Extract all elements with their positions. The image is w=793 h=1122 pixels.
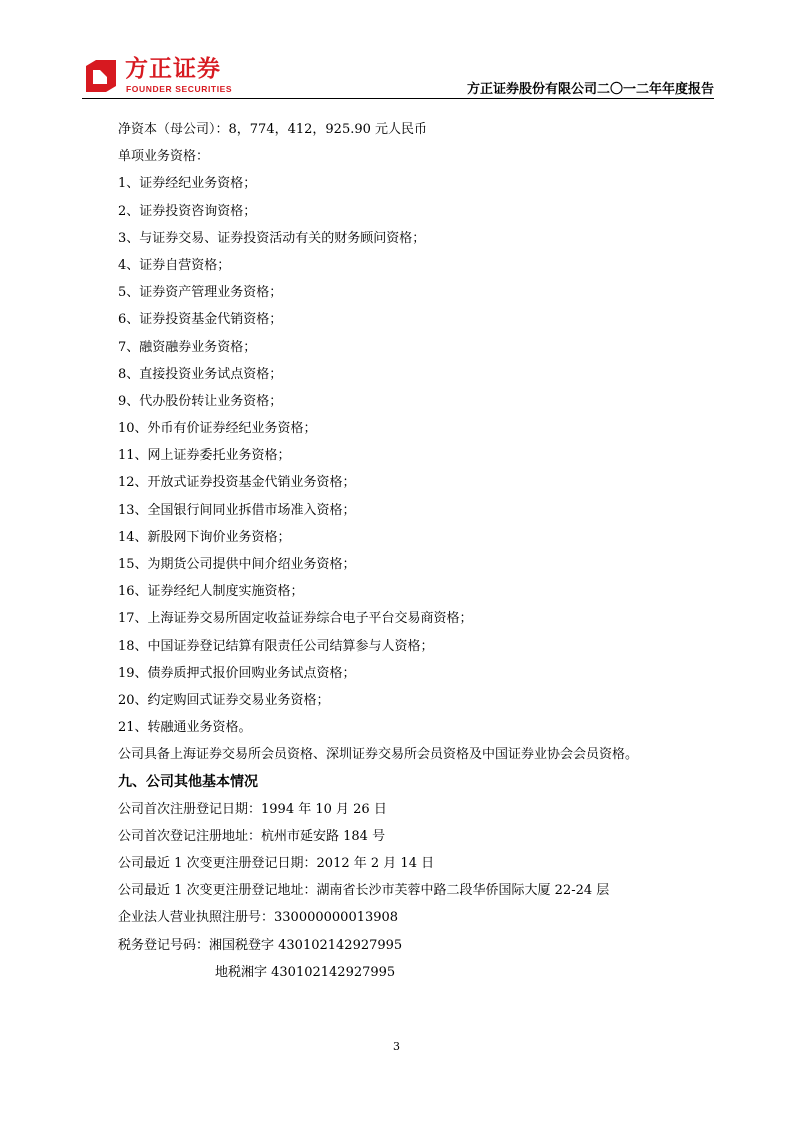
page-header — [82, 52, 714, 100]
list-item: 7、融资融券业务资格； — [118, 339, 257, 355]
founder-logo-mark-icon — [82, 58, 118, 94]
info-line: 公司首次登记注册地址：杭州市延安路 184 号 — [118, 828, 386, 844]
list-item: 5、证券资产管理业务资格； — [118, 285, 283, 301]
info-line: 企业法人营业执照注册号：330000000013908 — [118, 910, 399, 926]
list-item: 17、上海证券交易所固定收益证券综合电子平台交易商资格； — [118, 611, 473, 627]
list-item: 16、证券经纪人制度实施资格； — [118, 584, 304, 600]
list-item: 13、全国银行间同业拆借市场准入资格； — [118, 502, 356, 518]
list-item: 11、网上证券委托业务资格； — [118, 448, 291, 464]
header-divider — [82, 98, 714, 99]
membership-line: 公司具备上海证券交易所会员资格、深圳证券交易所会员资格及中国证券业协会会员资格。 — [118, 747, 639, 763]
list-item: 8、直接投资业务试点资格； — [118, 366, 283, 382]
local-tax-line: 地税湘字 430102142927995 — [215, 964, 396, 980]
list-item: 14、新股网下询价业务资格； — [118, 529, 291, 545]
list-item: 21、转融通业务资格。 — [118, 720, 252, 736]
page-number: 3 — [393, 1040, 400, 1053]
list-item: 19、债券质押式报价回购业务试点资格； — [118, 665, 356, 681]
list-item: 15、为期货公司提供中间介绍业务资格； — [118, 557, 356, 572]
info-line: 公司最近 1 次变更注册登记日期：2012 年 2 月 14 日 — [118, 856, 435, 872]
section-nine-title: 九、公司其他基本情况 — [118, 773, 258, 790]
info-line: 公司首次注册登记日期：1994 年 10 月 26 日 — [118, 801, 387, 817]
net-assets-line: 净资本（母公司）：8，774，412，925.90 元人民币 — [118, 122, 428, 137]
report-title: 方正证券股份有限公司二〇一二年年度报告 — [466, 82, 714, 97]
founder-securities-logo — [82, 56, 252, 96]
other-info-list — [118, 796, 718, 986]
list-item: 12、开放式证券投资基金代销业务资格； — [118, 475, 356, 491]
list-item: 18、中国证券登记结算有限责任公司结算参与人资格； — [118, 638, 434, 654]
list-item: 1、证券经纪业务资格； — [118, 176, 257, 192]
list-item: 2、证券投资咨询资格； — [118, 203, 257, 219]
qualifications-list — [118, 170, 718, 741]
list-item: 9、代办股份转让业务资格； — [118, 393, 283, 409]
logo-chinese-name: 方正证券 — [125, 56, 221, 82]
info-line: 公司最近 1 次变更注册登记地址：湖南省长沙市芙蓉中路二段华侨国际大厦 22-24 层 — [118, 883, 610, 899]
main-content — [118, 116, 718, 986]
list-item: 20、约定购回式证券交易业务资格； — [118, 692, 330, 708]
list-item: 3、与证券交易、证券投资活动有关的财务顾问资格； — [118, 230, 426, 246]
logo-english-name: FOUNDER SECURITIES — [126, 84, 233, 94]
list-item: 10、外币有价证券经纪业务资格； — [118, 421, 317, 437]
qualifications-heading: 单项业务资格： — [118, 149, 210, 165]
list-item: 4、证券自营资格； — [118, 257, 231, 273]
list-item: 6、证券投资基金代销资格； — [118, 312, 283, 328]
info-line: 税务登记号码：湘国税登字 430102142927995 — [118, 937, 403, 953]
